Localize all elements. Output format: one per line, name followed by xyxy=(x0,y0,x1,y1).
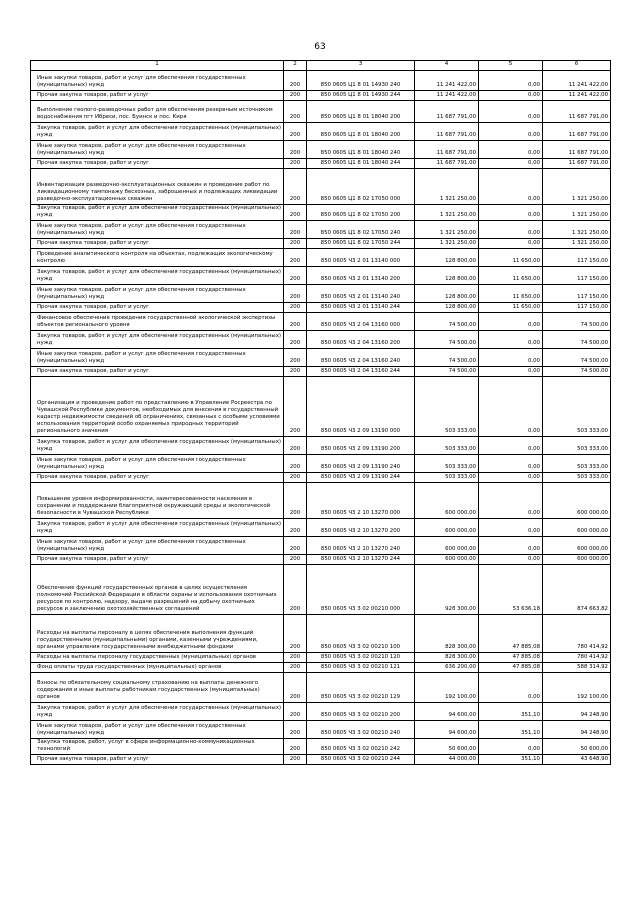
row-amount-col4-cell: 74 500,00 xyxy=(415,367,479,377)
row-amount-col5-cell: 0,00 xyxy=(479,221,543,239)
table-row xyxy=(31,349,611,367)
row-name-text: Фонд оплаты труда государственных (муниципальных) органов xyxy=(37,664,222,671)
table-row xyxy=(31,703,611,721)
row-name-cell xyxy=(31,267,284,285)
row-classification-code-cell: 850 0605 Ц1 8 01 18040 200 xyxy=(307,123,415,141)
row-classification-code-cell: 850 0605 Ч3 2 04 13160 000 xyxy=(307,313,415,331)
row-amount-col4-cell: 636 200,00 xyxy=(415,663,479,673)
row-amount-col4-cell: 74 500,00 xyxy=(415,331,479,349)
row-amount-col5-cell: 11 650,00 xyxy=(479,303,543,313)
row-classification-code-cell: 850 0605 Ц1 8 02 17050 240 xyxy=(307,221,415,239)
row-amount-col5-cell: 0,00 xyxy=(479,101,543,123)
row-name-text: Иные закупки товаров, работ и услуг для обеспечения государственных (муниципальных) нужд xyxy=(37,75,246,89)
row-classification-code-cell: 850 0605 Ц1 8 01 14930 240 xyxy=(307,71,415,91)
row-code2-cell: 200 xyxy=(284,267,307,285)
row-amount-col6-cell: 117 150,00 xyxy=(543,267,611,285)
row-amount-col5-cell: 351,10 xyxy=(479,721,543,739)
table-row xyxy=(31,71,611,91)
row-code2-cell: 200 xyxy=(284,565,307,615)
row-code2-cell: 200 xyxy=(284,653,307,663)
row-amount-col6-cell: 94 248,90 xyxy=(543,721,611,739)
row-amount-col5-cell: 0,00 xyxy=(479,169,543,205)
row-name-cell xyxy=(31,519,284,537)
row-amount-col5-cell: 0,00 xyxy=(479,331,543,349)
row-amount-col5-cell: 11 650,00 xyxy=(479,267,543,285)
row-amount-col6-cell: 50 600,00 xyxy=(543,739,611,755)
row-name-cell xyxy=(31,249,284,267)
row-amount-col6-cell: 503 333,00 xyxy=(543,455,611,473)
row-name-cell xyxy=(31,555,284,565)
row-amount-col4-cell: 1 321 250,00 xyxy=(415,205,479,221)
row-amount-col6-cell: 11 687 791,00 xyxy=(543,159,611,169)
row-name-text: Закупка товаров, работ и услуг для обеспечения государственных (муниципальных) нужд xyxy=(37,205,281,219)
row-code2-cell: 200 xyxy=(284,239,307,249)
table-header-row xyxy=(31,61,611,71)
table-row xyxy=(31,239,611,249)
row-name-cell xyxy=(31,239,284,249)
row-classification-code-cell: 850 0605 Ч3 2 10 13270 244 xyxy=(307,555,415,565)
row-name-cell xyxy=(31,159,284,169)
row-code2-cell: 200 xyxy=(284,673,307,703)
row-name-text: Закупка товаров, работ и услуг для обеспечения государственных (муниципальных) нужд xyxy=(37,269,281,283)
table-row xyxy=(31,303,611,313)
row-amount-col6-cell: 74 500,00 xyxy=(543,313,611,331)
table-row xyxy=(31,663,611,673)
row-amount-col4-cell: 94 600,00 xyxy=(415,703,479,721)
row-amount-col4-cell: 44 000,00 xyxy=(415,755,479,765)
row-amount-col6-cell: 780 414,92 xyxy=(543,653,611,663)
row-name-cell xyxy=(31,141,284,159)
row-name-text: Закупка товаров, работ, услуг в сфере информационно-коммуникационных технологий xyxy=(37,739,255,753)
row-name-text: Инвентаризация разведочно-эксплуатационных скважин и проведение работ по ликвидационному тампонажу бесхозных, заброшенных и подлежащих ликвидации разведочно-эксплуатационных скважин xyxy=(37,182,278,203)
row-name-cell xyxy=(31,437,284,455)
table-row xyxy=(31,367,611,377)
row-name-cell xyxy=(31,123,284,141)
column-header: 4 xyxy=(415,61,479,71)
table-row xyxy=(31,615,611,653)
row-code2-cell: 200 xyxy=(284,437,307,455)
table-row xyxy=(31,205,611,221)
row-amount-col4-cell: 503 333,00 xyxy=(415,473,479,483)
column-header: 3 xyxy=(307,61,415,71)
row-code2-cell: 200 xyxy=(284,141,307,159)
table-row xyxy=(31,555,611,565)
row-name-cell xyxy=(31,349,284,367)
row-name-cell xyxy=(31,101,284,123)
row-amount-col5-cell: 0,00 xyxy=(479,71,543,91)
table-row xyxy=(31,159,611,169)
row-amount-col4-cell: 128 800,00 xyxy=(415,285,479,303)
row-code2-cell: 200 xyxy=(284,169,307,205)
row-code2-cell: 200 xyxy=(284,313,307,331)
table-row xyxy=(31,267,611,285)
row-amount-col6-cell: 43 648,90 xyxy=(543,755,611,765)
row-amount-col6-cell: 874 663,82 xyxy=(543,565,611,615)
row-classification-code-cell: 850 0605 Ч3 2 04 13160 240 xyxy=(307,349,415,367)
row-code2-cell: 200 xyxy=(284,663,307,673)
row-name-text: Расходы на выплаты персоналу государственных (муниципальных) органов xyxy=(37,654,256,661)
row-amount-col4-cell: 11 687 791,00 xyxy=(415,101,479,123)
row-name-text: Прочая закупка товаров, работ и услуг xyxy=(37,304,149,311)
row-code2-cell: 200 xyxy=(284,303,307,313)
row-name-cell xyxy=(31,537,284,555)
row-name-text: Расходы на выплаты персоналу в целях обеспечения выполнения функций государственными (муниципальными) органами, казенными учреждениями, органами управления государственными внебюджетными фондами xyxy=(37,630,258,651)
row-name-text: Прочая закупка товаров, работ и услуг xyxy=(37,756,149,763)
row-name-text: Прочая закупка товаров, работ и услуг xyxy=(37,240,149,247)
row-amount-col6-cell: 117 150,00 xyxy=(543,285,611,303)
row-code2-cell: 200 xyxy=(284,249,307,267)
row-code2-cell: 200 xyxy=(284,331,307,349)
table-row xyxy=(31,221,611,239)
row-amount-col5-cell: 0,00 xyxy=(479,205,543,221)
row-classification-code-cell: 850 0605 Ч3 3 02 00210 244 xyxy=(307,755,415,765)
row-amount-col5-cell: 53 636,18 xyxy=(479,565,543,615)
row-name-text: Прочая закупка товаров, работ и услуг xyxy=(37,474,149,481)
row-classification-code-cell: 850 0605 Ч3 3 02 00210 200 xyxy=(307,703,415,721)
row-name-cell xyxy=(31,615,284,653)
row-amount-col5-cell: 0,00 xyxy=(479,239,543,249)
table-row xyxy=(31,331,611,349)
row-classification-code-cell: 850 0605 Ч3 2 01 13140 240 xyxy=(307,285,415,303)
row-classification-code-cell: 850 0605 Ч3 3 02 00210 242 xyxy=(307,739,415,755)
row-amount-col4-cell: 11 687 791,00 xyxy=(415,123,479,141)
row-amount-col6-cell: 1 321 250,00 xyxy=(543,239,611,249)
row-amount-col5-cell: 47 885,08 xyxy=(479,653,543,663)
row-classification-code-cell: 850 0605 Ч3 2 04 13160 200 xyxy=(307,331,415,349)
row-classification-code-cell: 850 0605 Ц1 8 01 14930 244 xyxy=(307,91,415,101)
row-name-cell xyxy=(31,169,284,205)
table-row xyxy=(31,169,611,205)
row-classification-code-cell: 850 0605 Ч3 2 10 13270 200 xyxy=(307,519,415,537)
row-name-cell xyxy=(31,721,284,739)
row-amount-col6-cell: 74 500,00 xyxy=(543,349,611,367)
row-amount-col6-cell: 588 314,92 xyxy=(543,663,611,673)
row-code2-cell: 200 xyxy=(284,615,307,653)
row-amount-col4-cell: 1 321 250,00 xyxy=(415,221,479,239)
row-name-cell xyxy=(31,755,284,765)
row-name-cell xyxy=(31,663,284,673)
row-code2-cell: 200 xyxy=(284,349,307,367)
row-amount-col5-cell: 0,00 xyxy=(479,159,543,169)
row-code2-cell: 200 xyxy=(284,519,307,537)
row-name-text: Прочая закупка товаров, работ и услуг xyxy=(37,368,149,375)
row-name-text: Выполнение геолого-разведочных работ для обеспечения резервным источником водоснабжения пгт Ибреси, пос. Буинск и пос. Киря xyxy=(37,107,273,121)
row-name-text: Проведение аналитического контроля на объектах, подлежащих экологическому контролю xyxy=(37,251,273,265)
row-name-text: Прочая закупка товаров, работ и услуг xyxy=(37,556,149,563)
row-amount-col4-cell: 503 333,00 xyxy=(415,377,479,437)
row-classification-code-cell: 850 0605 Ч3 3 02 00210 000 xyxy=(307,565,415,615)
row-name-text: Организация и проведение работ по представлению в Управление Росреестра по Чувашской Республике документов, необходимых для внесения в государственный кадастр недвижимости сведений об ограничениях, связанных с особыми условиями использования территорий особо охраняемых природных территорий регионального значения xyxy=(37,400,280,435)
table-row xyxy=(31,483,611,519)
row-amount-col4-cell: 74 500,00 xyxy=(415,349,479,367)
row-name-text: Прочая закупка товаров, работ и услуг xyxy=(37,160,149,167)
table-row xyxy=(31,285,611,303)
row-name-text: Прочая закупка товаров, работ и услуг xyxy=(37,92,149,99)
row-amount-col4-cell: 128 800,00 xyxy=(415,249,479,267)
row-amount-col5-cell: 0,00 xyxy=(479,473,543,483)
table-row xyxy=(31,673,611,703)
row-classification-code-cell: 850 0605 Ч3 3 02 00210 100 xyxy=(307,615,415,653)
row-amount-col4-cell: 600 000,00 xyxy=(415,537,479,555)
row-classification-code-cell: 850 0605 Ч3 3 02 00210 240 xyxy=(307,721,415,739)
table-row xyxy=(31,653,611,663)
table-row xyxy=(31,437,611,455)
row-name-text: Иные закупки товаров, работ и услуг для обеспечения государственных (муниципальных) нужд xyxy=(37,539,246,553)
row-code2-cell: 200 xyxy=(284,123,307,141)
row-code2-cell: 200 xyxy=(284,285,307,303)
table-row xyxy=(31,141,611,159)
row-amount-col4-cell: 503 333,00 xyxy=(415,437,479,455)
row-amount-col6-cell: 600 000,00 xyxy=(543,555,611,565)
row-amount-col6-cell: 11 241 422,00 xyxy=(543,71,611,91)
row-amount-col4-cell: 128 800,00 xyxy=(415,267,479,285)
row-code2-cell: 200 xyxy=(284,205,307,221)
row-amount-col6-cell: 780 414,92 xyxy=(543,615,611,653)
row-amount-col4-cell: 11 241 422,00 xyxy=(415,71,479,91)
row-amount-col5-cell: 0,00 xyxy=(479,377,543,437)
row-amount-col6-cell: 1 321 250,00 xyxy=(543,221,611,239)
row-amount-col6-cell: 74 500,00 xyxy=(543,367,611,377)
row-amount-col5-cell: 0,00 xyxy=(479,455,543,473)
row-name-cell xyxy=(31,483,284,519)
row-code2-cell: 200 xyxy=(284,377,307,437)
row-name-text: Финансовое обеспечение проведения государственной экологической экспертизы объектов регионального уровня xyxy=(37,315,276,329)
row-amount-col6-cell: 11 241 422,00 xyxy=(543,91,611,101)
row-classification-code-cell: 850 0605 Ч3 2 09 13190 240 xyxy=(307,455,415,473)
row-amount-col6-cell: 192 100,00 xyxy=(543,673,611,703)
row-amount-col5-cell: 47 885,08 xyxy=(479,663,543,673)
row-amount-col6-cell: 11 687 791,00 xyxy=(543,101,611,123)
row-amount-col6-cell: 11 687 791,00 xyxy=(543,141,611,159)
row-name-cell xyxy=(31,367,284,377)
table-row xyxy=(31,565,611,615)
row-amount-col4-cell: 828 300,00 xyxy=(415,653,479,663)
row-amount-col6-cell: 503 333,00 xyxy=(543,473,611,483)
row-classification-code-cell: 850 0605 Ц1 8 02 17050 244 xyxy=(307,239,415,249)
table-row xyxy=(31,101,611,123)
row-amount-col6-cell: 600 000,00 xyxy=(543,519,611,537)
row-amount-col5-cell: 0,00 xyxy=(479,141,543,159)
column-header: 6 xyxy=(543,61,611,71)
row-amount-col6-cell: 503 333,00 xyxy=(543,377,611,437)
row-classification-code-cell: 850 0605 Ч3 2 09 13190 000 xyxy=(307,377,415,437)
row-amount-col5-cell: 0,00 xyxy=(479,313,543,331)
row-name-cell xyxy=(31,285,284,303)
row-name-cell xyxy=(31,313,284,331)
row-name-text: Закупка товаров, работ и услуг для обеспечения государственных (муниципальных) нужд xyxy=(37,521,281,535)
row-amount-col6-cell: 117 150,00 xyxy=(543,249,611,267)
table-row xyxy=(31,721,611,739)
row-name-cell xyxy=(31,455,284,473)
row-classification-code-cell: 850 0605 Ц1 8 01 18040 240 xyxy=(307,141,415,159)
row-code2-cell: 200 xyxy=(284,91,307,101)
row-code2-cell: 200 xyxy=(284,721,307,739)
row-classification-code-cell: 850 0605 Ц1 8 02 17050 000 xyxy=(307,169,415,205)
table-row xyxy=(31,473,611,483)
row-code2-cell: 200 xyxy=(284,555,307,565)
row-name-text: Повышение уровня информированности, заинтересованности населения в сохранении и поддержании благоприятной окружающей среды и экологической безопасности в Чувашской Республике xyxy=(37,496,271,517)
row-amount-col5-cell: 11 650,00 xyxy=(479,285,543,303)
row-amount-col5-cell: 351,10 xyxy=(479,755,543,765)
row-name-text: Закупка товаров, работ и услуг для обеспечения государственных (муниципальных) нужд xyxy=(37,439,281,453)
row-amount-col4-cell: 11 687 791,00 xyxy=(415,159,479,169)
column-header: 5 xyxy=(479,61,543,71)
row-name-cell xyxy=(31,473,284,483)
row-classification-code-cell: 850 0605 Ч3 2 09 13190 244 xyxy=(307,473,415,483)
column-header: 1 xyxy=(31,61,284,71)
row-amount-col4-cell: 74 500,00 xyxy=(415,313,479,331)
table-row xyxy=(31,313,611,331)
row-name-cell xyxy=(31,703,284,721)
row-name-cell xyxy=(31,205,284,221)
row-amount-col6-cell: 94 248,90 xyxy=(543,703,611,721)
row-amount-col6-cell: 74 500,00 xyxy=(543,331,611,349)
row-amount-col5-cell: 0,00 xyxy=(479,349,543,367)
row-classification-code-cell: 850 0605 Ч3 3 02 00210 129 xyxy=(307,673,415,703)
row-name-cell xyxy=(31,673,284,703)
row-name-text: Иные закупки товаров, работ и услуг для обеспечения государственных (муниципальных) нужд xyxy=(37,223,246,237)
row-code2-cell: 200 xyxy=(284,221,307,239)
row-name-cell xyxy=(31,221,284,239)
row-amount-col5-cell: 0,00 xyxy=(479,537,543,555)
row-name-text: Иные закупки товаров, работ и услуг для обеспечения государственных (муниципальных) нужд xyxy=(37,351,246,365)
row-amount-col4-cell: 828 300,00 xyxy=(415,615,479,653)
row-code2-cell: 200 xyxy=(284,101,307,123)
row-amount-col4-cell: 928 300,00 xyxy=(415,565,479,615)
row-name-cell xyxy=(31,331,284,349)
row-classification-code-cell: 850 0605 Ц1 8 01 18040 244 xyxy=(307,159,415,169)
budget-table xyxy=(30,60,611,765)
row-amount-col4-cell: 50 600,00 xyxy=(415,739,479,755)
row-classification-code-cell: 850 0605 Ч3 2 04 13160 244 xyxy=(307,367,415,377)
row-name-text: Обеспечение функций государственных органов в целях осуществления полномочий Российской Федерации в области охраны и использования охотничьих ресурсов по контролю, надзору, выдаче разрешений на добычу охотничьих ресурсов и заключению охотхозяйственных соглашений xyxy=(37,585,277,613)
row-classification-code-cell: 850 0605 Ч3 2 01 13140 000 xyxy=(307,249,415,267)
row-amount-col4-cell: 192 100,00 xyxy=(415,673,479,703)
table-row xyxy=(31,123,611,141)
row-code2-cell: 200 xyxy=(284,703,307,721)
row-amount-col5-cell: 0,00 xyxy=(479,555,543,565)
row-name-cell xyxy=(31,303,284,313)
row-amount-col5-cell: 0,00 xyxy=(479,437,543,455)
row-amount-col6-cell: 117 150,00 xyxy=(543,303,611,313)
row-name-cell xyxy=(31,91,284,101)
row-classification-code-cell: 850 0605 Ч3 2 01 13140 244 xyxy=(307,303,415,313)
row-amount-col5-cell: 0,00 xyxy=(479,367,543,377)
row-amount-col6-cell: 1 321 250,00 xyxy=(543,169,611,205)
row-name-cell xyxy=(31,653,284,663)
row-amount-col4-cell: 11 241 422,00 xyxy=(415,91,479,101)
row-amount-col5-cell: 0,00 xyxy=(479,123,543,141)
row-code2-cell: 200 xyxy=(284,755,307,765)
row-name-text: Закупка товаров, работ и услуг для обеспечения государственных (муниципальных) нужд xyxy=(37,333,281,347)
row-amount-col4-cell: 1 321 250,00 xyxy=(415,239,479,249)
row-amount-col6-cell: 600 000,00 xyxy=(543,537,611,555)
table-row xyxy=(31,91,611,101)
row-name-text: Взносы по обязательному социальному страхованию на выплаты денежного содержания и иные выплаты работникам государственных (муниципальных) органов xyxy=(37,680,260,701)
row-classification-code-cell: 850 0605 Ч3 2 10 13270 000 xyxy=(307,483,415,519)
row-amount-col4-cell: 128 800,00 xyxy=(415,303,479,313)
row-name-text: Закупка товаров, работ и услуг для обеспечения государственных (муниципальных) нужд xyxy=(37,125,281,139)
row-classification-code-cell: 850 0605 Ч3 2 10 13270 240 xyxy=(307,537,415,555)
row-code2-cell: 200 xyxy=(284,71,307,91)
row-amount-col4-cell: 600 000,00 xyxy=(415,483,479,519)
column-header: 2 xyxy=(284,61,307,71)
row-amount-col5-cell: 0,00 xyxy=(479,483,543,519)
row-code2-cell: 200 xyxy=(284,739,307,755)
row-amount-col5-cell: 351,10 xyxy=(479,703,543,721)
row-classification-code-cell: 850 0605 Ч3 3 02 00210 120 xyxy=(307,653,415,663)
row-amount-col5-cell: 47 885,08 xyxy=(479,615,543,653)
row-amount-col4-cell: 600 000,00 xyxy=(415,519,479,537)
row-name-text: Иные закупки товаров, работ и услуг для обеспечения государственных (муниципальных) нужд xyxy=(37,287,246,301)
row-code2-cell: 200 xyxy=(284,483,307,519)
table-row xyxy=(31,755,611,765)
row-name-text: Иные закупки товаров, работ и услуг для обеспечения государственных (муниципальных) нужд xyxy=(37,143,246,157)
row-amount-col4-cell: 94 600,00 xyxy=(415,721,479,739)
row-amount-col5-cell: 0,00 xyxy=(479,519,543,537)
row-code2-cell: 200 xyxy=(284,367,307,377)
row-code2-cell: 200 xyxy=(284,473,307,483)
row-amount-col5-cell: 0,00 xyxy=(479,91,543,101)
row-amount-col6-cell: 11 687 791,00 xyxy=(543,123,611,141)
row-name-text: Иные закупки товаров, работ и услуг для обеспечения государственных (муниципальных) нужд xyxy=(37,457,246,471)
row-amount-col5-cell: 0,00 xyxy=(479,673,543,703)
row-classification-code-cell: 850 0605 Ч3 3 02 00210 121 xyxy=(307,663,415,673)
row-name-cell xyxy=(31,739,284,755)
row-name-cell xyxy=(31,565,284,615)
row-amount-col5-cell: 0,00 xyxy=(479,739,543,755)
row-amount-col6-cell: 600 000,00 xyxy=(543,483,611,519)
table-row xyxy=(31,519,611,537)
row-amount-col6-cell: 1 321 250,00 xyxy=(543,205,611,221)
row-classification-code-cell: 850 0605 Ц1 8 01 18040 200 xyxy=(307,101,415,123)
row-classification-code-cell: 850 0605 Ч3 2 09 13190 200 xyxy=(307,437,415,455)
row-amount-col6-cell: 503 333,00 xyxy=(543,437,611,455)
table-row xyxy=(31,377,611,437)
table-row xyxy=(31,249,611,267)
row-name-text: Иные закупки товаров, работ и услуг для обеспечения государственных (муниципальных) нужд xyxy=(37,723,246,737)
row-amount-col4-cell: 600 000,00 xyxy=(415,555,479,565)
table-row xyxy=(31,537,611,555)
row-name-cell xyxy=(31,71,284,91)
row-amount-col4-cell: 1 321 250,00 xyxy=(415,169,479,205)
row-name-text: Закупка товаров, работ и услуг для обеспечения государственных (муниципальных) нужд xyxy=(37,705,281,719)
page-number: 63 xyxy=(314,42,326,52)
row-classification-code-cell: 850 0605 Ц1 8 02 17050 200 xyxy=(307,205,415,221)
row-amount-col4-cell: 11 687 791,00 xyxy=(415,141,479,159)
table-row xyxy=(31,455,611,473)
row-name-cell xyxy=(31,377,284,437)
row-code2-cell: 200 xyxy=(284,455,307,473)
row-code2-cell: 200 xyxy=(284,159,307,169)
row-amount-col5-cell: 11 650,00 xyxy=(479,249,543,267)
table-row xyxy=(31,739,611,755)
row-code2-cell: 200 xyxy=(284,537,307,555)
row-classification-code-cell: 850 0605 Ч3 2 01 13140 200 xyxy=(307,267,415,285)
row-amount-col4-cell: 503 333,00 xyxy=(415,455,479,473)
